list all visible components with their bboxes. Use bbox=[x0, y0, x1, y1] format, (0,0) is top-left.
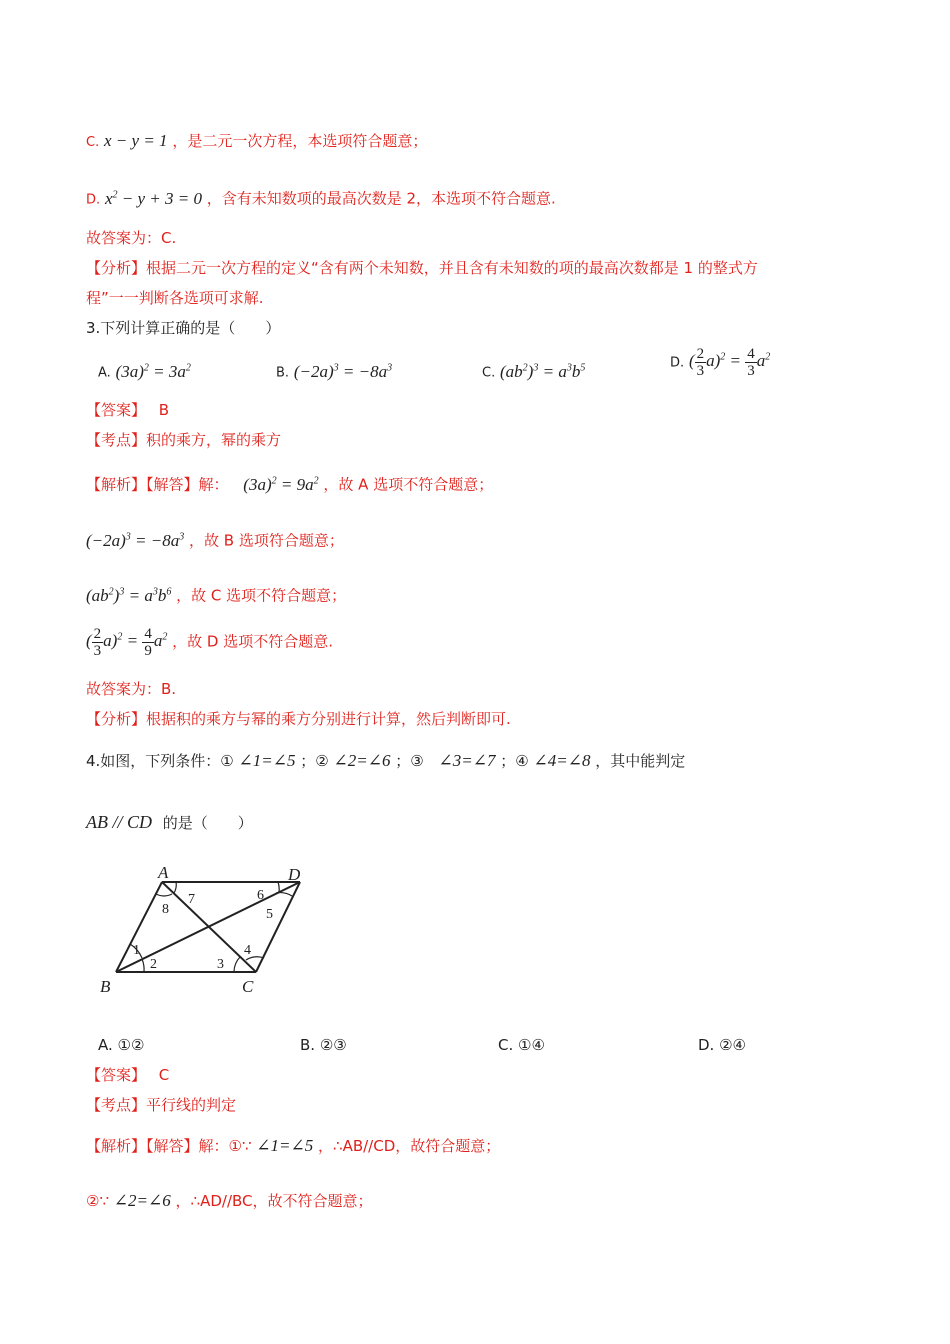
q4-solution-2: ②∵ ∠2=∠6 ，∴AD//BC，故不符合题意； bbox=[86, 1191, 373, 1210]
q3-solution-1: 【解析】【解答】解： $(3a)^2 = 9a^2$ ，故 A 选项不符合题意； bbox=[86, 474, 494, 494]
angle-arc-2 bbox=[142, 959, 144, 972]
q3-answer-value: B bbox=[158, 401, 170, 419]
q4-option-c: C. ①④ bbox=[498, 1036, 545, 1054]
q4-option-d: D. ②④ bbox=[698, 1036, 746, 1054]
label-7: 7 bbox=[188, 892, 195, 907]
label-3: 3 bbox=[217, 957, 224, 972]
angle-arc-8 bbox=[156, 894, 172, 896]
angle-arc-5 bbox=[276, 893, 292, 896]
label-1: 1 bbox=[133, 943, 140, 958]
q3-solution-3: $(ab^2)^3 = a^3b^6$ ，故 C 选项不符合题意； bbox=[86, 585, 347, 605]
q2-option-d-label: D. bbox=[86, 192, 101, 208]
q4-answer: 【答案】 C bbox=[86, 1066, 170, 1084]
label-8: 8 bbox=[162, 902, 169, 917]
diagonal-bd bbox=[116, 882, 300, 972]
q2-option-c-text: ，是二元一次方程，本选项符合题意； bbox=[172, 132, 428, 150]
q3-option-c-label: C. bbox=[482, 365, 496, 381]
q3-option-d: D. ( $\frac{2}{3}$ a)$^2$ = $\frac{4}{3}$ $a^2$ bbox=[670, 346, 771, 379]
q2-option-c-label: C. bbox=[86, 135, 100, 150]
q4-stem-2: AB // CD 的是（ ） bbox=[86, 812, 253, 832]
q4-point: 【考点】平行线的判定 bbox=[86, 1096, 237, 1114]
q3-solution-4: ( $\frac{2}{3}$ a)$^2$ = $\frac{4}{9}$ $a^2$ ，故 D 选项不符合题意. bbox=[86, 626, 333, 659]
q2-option-d-math: $x^2 - y + 3 = 0$ bbox=[104, 188, 202, 208]
q3-analysis: 【分析】根据积的乘方与幂的乘方分别进行计算，然后判断即可. bbox=[86, 710, 511, 728]
label-4: 4 bbox=[244, 943, 251, 958]
label-5: 5 bbox=[266, 907, 273, 922]
q2-analysis-2: 程”一一判断各选项可求解. bbox=[86, 289, 264, 307]
label-b: B bbox=[100, 977, 111, 996]
q2-answer: 故答案为：C. bbox=[86, 229, 177, 247]
q3-option-d-label: D. bbox=[670, 355, 685, 371]
angle-arc-6 bbox=[278, 882, 279, 892]
q4-solution-1: 【解析】【解答】解：①∵ ∠1=∠5 ，∴AB//CD，故符合题意； bbox=[86, 1136, 501, 1155]
label-6: 6 bbox=[257, 888, 264, 903]
q4-option-a: A. ①② bbox=[98, 1036, 145, 1054]
q4-answer-value: C bbox=[158, 1066, 170, 1084]
q4-stem-1: 4.如图，下列条件：① ∠1=∠5 ；② ∠2=∠6 ；③ ∠3=∠7 ；④ ∠4=∠8 ，其中能判定 bbox=[86, 751, 686, 770]
q3-option-a: A. $(3a)^2 = 3a^2$ bbox=[98, 361, 191, 381]
label-c: C bbox=[242, 977, 254, 996]
angle-arc-3 bbox=[234, 957, 240, 972]
q3-option-a-label: A. bbox=[98, 365, 111, 381]
q3-answer: 【答案】 B bbox=[86, 401, 170, 419]
q3-option-b-label: B. bbox=[276, 365, 290, 381]
angle-arc-7 bbox=[174, 882, 176, 893]
label-2: 2 bbox=[150, 957, 157, 972]
q2-analysis-1: 【分析】根据二元一次方程的定义“含有两个未知数，并且含有未知数的项的最高次数都是 1 的整式方 bbox=[86, 259, 758, 277]
q3-final: 故答案为：B. bbox=[86, 680, 177, 698]
q2-option-d bbox=[86, 185, 556, 211]
parallelogram-figure bbox=[96, 858, 316, 998]
q3-stem: 3.下列计算正确的是（ ） bbox=[86, 319, 281, 337]
q3-option-c: C. $(ab^2)^3 = a^3b^5$ bbox=[482, 361, 586, 381]
q3-option-b: B. $(-2a)^3 = -8a^3$ bbox=[276, 361, 393, 381]
q2-option-d-text: ，含有未知数项的最高次数是 2，本选项不符合题意. bbox=[206, 189, 556, 208]
q2-option-c-math: x − y = 1 bbox=[104, 131, 168, 150]
label-a: A bbox=[158, 863, 169, 882]
q4-option-b: B. ②③ bbox=[300, 1036, 347, 1054]
q3-solution-2: $(-2a)^3 = -8a^3$ ，故 B 选项符合题意； bbox=[86, 530, 344, 550]
q3-point: 【考点】积的乘方，幂的乘方 bbox=[86, 431, 282, 449]
q2-option-c bbox=[86, 131, 427, 153]
label-d: D bbox=[288, 865, 301, 884]
